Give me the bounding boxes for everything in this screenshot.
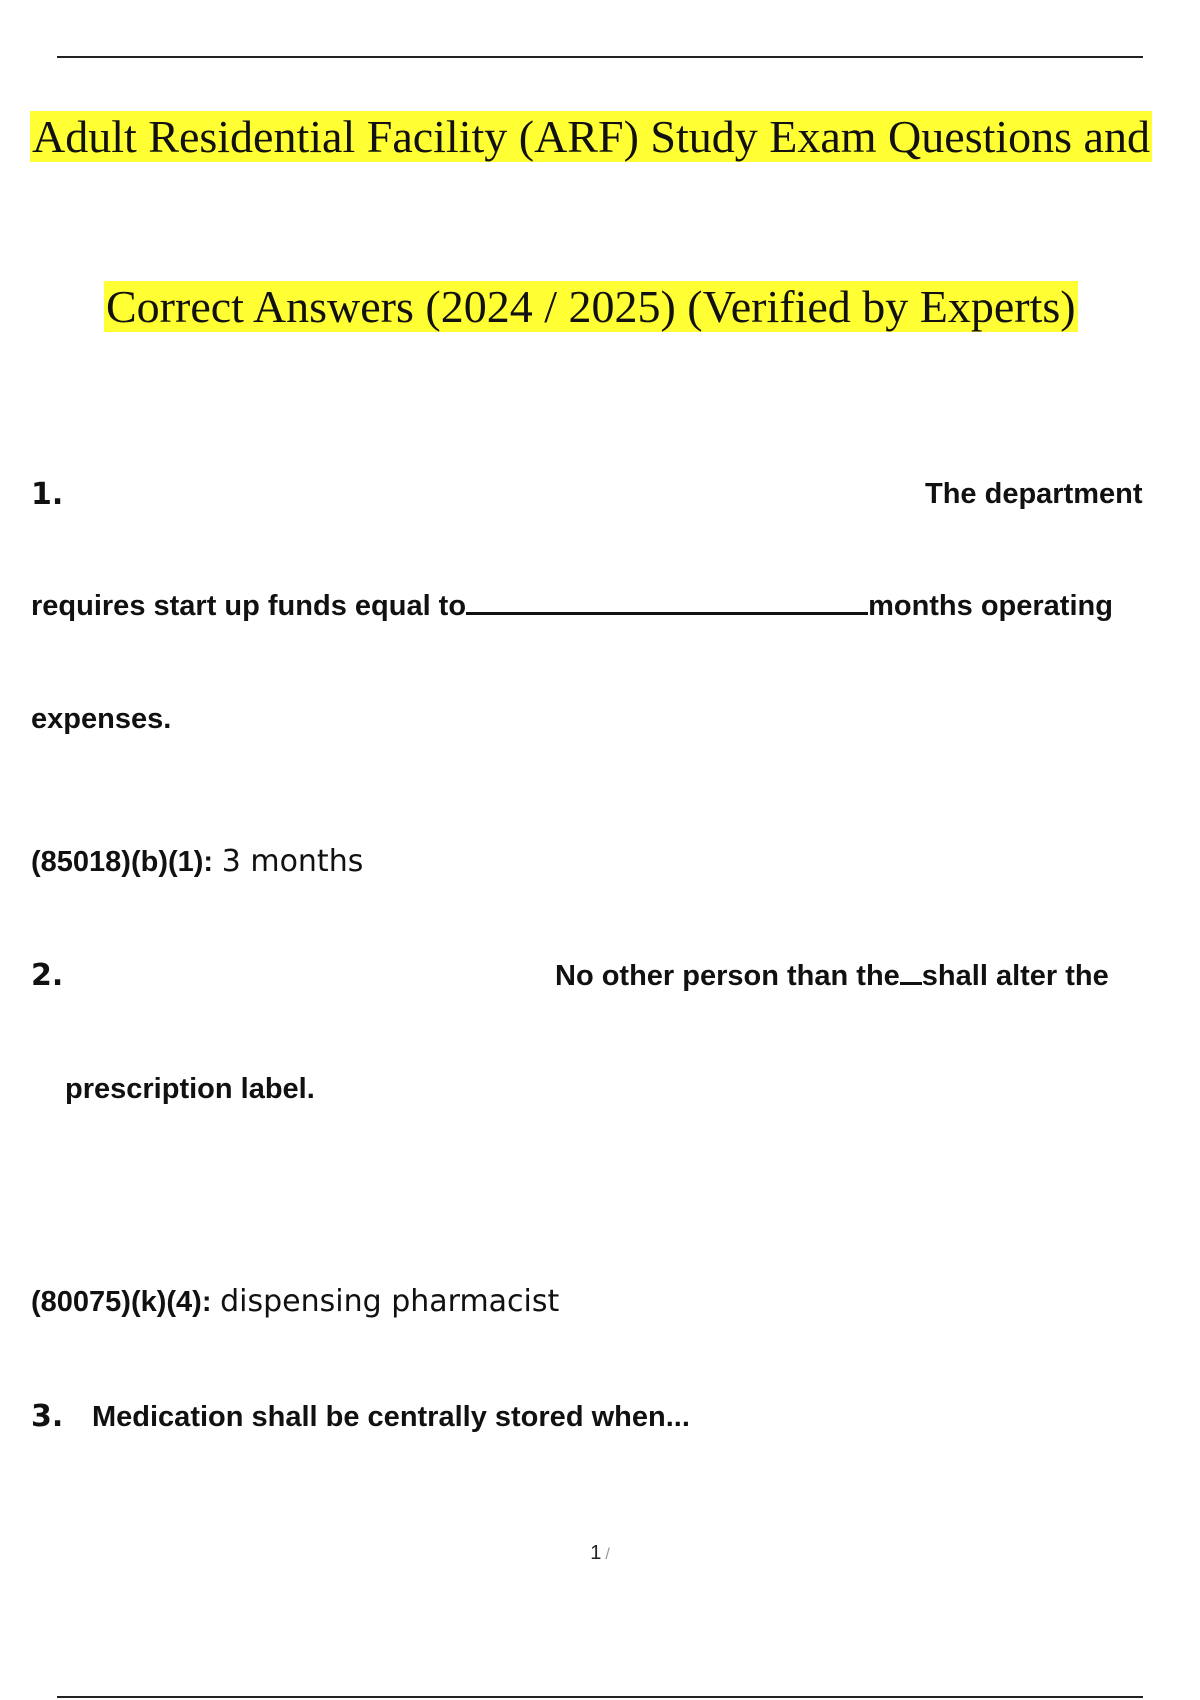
question-2-text-before-blank: No other person than the [555,960,900,992]
highlighted-title-text-2: Correct Answers (2024 / 2025) (Verified by Experts) [106,281,1076,332]
fill-in-blank-line [900,960,922,985]
question-3-number: 3. [31,1399,64,1434]
top-divider [57,56,1143,58]
document-title-line-2 [104,280,1078,334]
question-2-text-line-1 [555,959,1109,993]
question-1-number: 1. [31,477,64,512]
page-number: 1 [590,1542,602,1564]
question-1-answer [31,843,363,880]
question-1-answer-reference: (85018)(b)(1): [31,846,214,878]
question-1-text-line-1: The department [925,478,1143,510]
question-2-text-line-2: prescription label. [65,1073,315,1105]
bottom-divider [57,1696,1143,1698]
question-2-answer [31,1283,559,1320]
question-1-text-line-2 [31,589,1113,623]
question-2-text-after-blank: shall alter the [921,960,1109,992]
fill-in-blank-line [466,590,868,615]
page-footer [0,1542,1200,1565]
question-2-answer-value: dispensing pharmacist [220,1284,560,1319]
question-1-text-before-blank: requires start up funds equal to [31,590,467,622]
question-3-text-line-1: Medication shall be centrally stored when... [92,1401,690,1433]
question-1-answer-value: 3 months [221,844,364,879]
question-1-text-line-3: expenses. [31,703,172,735]
document-title-line-1 [30,110,1152,164]
question-1-text-after-blank: months operating [868,590,1113,622]
highlighted-title-text-1: Adult Residential Facility (ARF) Study Exam Questions and [32,111,1150,162]
question-2-answer-reference: (80075)(k)(4): [31,1286,212,1318]
page-number-separator: / [605,1546,610,1563]
question-2-number: 2. [31,958,64,993]
